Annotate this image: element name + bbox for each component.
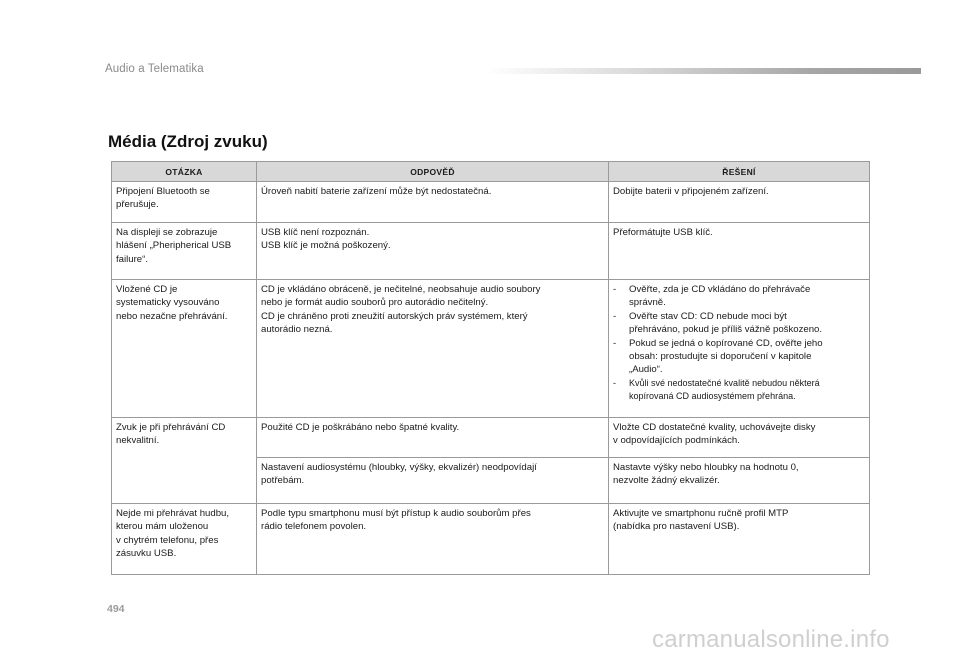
cell-text: Zvuk je při přehrávání CD (116, 422, 226, 433)
cell-text: přerušuje. (116, 199, 159, 211)
question-cell (112, 418, 257, 504)
cell-text: hlášení „Pheripherical USB (116, 240, 232, 252)
cell-text: obsah: prostudujte si doporučení v kapitole (629, 351, 812, 363)
table-header-row (112, 162, 870, 182)
cell-text: CD je chráněno proti zneužití autorských práv systémem, který (261, 310, 528, 322)
cell-text: nebo nezačne přehrávání. (116, 310, 228, 322)
question-cell (112, 223, 257, 280)
cell-text: nebo je formát audio souborů pro autorádio nečitelný. (261, 297, 489, 309)
page-title: Média (Zdroj zvuku) (108, 132, 268, 151)
cell-text: Vložené CD je (116, 284, 178, 295)
list-dash: - (613, 337, 617, 349)
solution-cell (609, 223, 870, 280)
question-cell (112, 280, 257, 418)
cell-text: Aktivujte ve smartphonu ručně profil MTP (613, 508, 789, 519)
solution-list-item (613, 337, 865, 377)
column-header-answer: ODPOVĚĎ (257, 162, 609, 182)
cell-text: rádio telefonem povolen. (261, 521, 367, 533)
answer-cell (257, 280, 609, 418)
cell-text: Ověřte stav CD: CD nebude moci být (629, 310, 787, 322)
table-row (112, 504, 870, 575)
header-title: Audio a Telematika (105, 63, 204, 75)
cell-text: zásuvku USB. (116, 548, 177, 560)
cell-text: v odpovídajících podmínkách. (613, 435, 740, 447)
header-decorative-bar (485, 68, 921, 74)
troubleshooting-table (111, 161, 870, 575)
table-row (112, 418, 870, 458)
solution-cell (609, 504, 870, 575)
cell-text: „Audio“. (629, 364, 663, 376)
column-header-solution: ŘEŠENÍ (609, 162, 870, 182)
cell-text: USB klíč je možná poškozený. (261, 240, 391, 252)
cell-text: Vložte CD dostatečné kvality, uchovávejte disky (613, 422, 816, 433)
cell-text: nezvolte žádný ekvalizér. (613, 475, 720, 487)
cell-text: kopírovaná CD audiosystémem přehrána. (629, 391, 796, 402)
solution-list-item (613, 310, 865, 337)
answer-cell (257, 223, 609, 280)
table-row (112, 280, 870, 418)
list-dash: - (613, 377, 616, 388)
cell-text: přehráváno, pokud je příliš vážně poškozeno. (629, 324, 823, 336)
cell-text: Použité CD je poškrábáno nebo špatné kvality. (261, 422, 460, 433)
table-row (112, 223, 870, 280)
cell-text: nekvalitní. (116, 435, 160, 447)
cell-text: (nabídka pro nastavení USB). (613, 521, 740, 533)
table-row (112, 182, 870, 223)
solution-cell (609, 280, 870, 418)
cell-text: failure“. (116, 253, 148, 265)
cell-text: Podle typu smartphonu musí být přístup k audio souborům přes (261, 508, 531, 519)
cell-text: Nejde mi přehrávat hudbu, (116, 508, 230, 519)
cell-text: USB klíč není rozpoznán. (261, 227, 370, 238)
cell-text: systematicky vysouváno (116, 297, 220, 309)
cell-text: Přeformátujte USB klíč. (613, 227, 713, 238)
answer-cell (257, 182, 609, 223)
list-dash: - (613, 284, 617, 295)
cell-text: Nastavení audiosystému (hloubky, výšky, ekvalizér) neodpovídají (261, 462, 537, 473)
solution-cell (609, 418, 870, 458)
cell-text: autorádio nezná. (261, 324, 333, 336)
cell-text: Dobijte baterii v připojeném zařízení. (613, 186, 769, 197)
cell-text: CD je vkládáno obráceně, je nečitelné, neobsahuje audio soubory (261, 284, 541, 295)
page-number: 494 (107, 603, 125, 615)
column-header-question: OTÁZKA (112, 162, 257, 182)
solution-cell (609, 182, 870, 223)
cell-text: správně. (629, 297, 666, 309)
list-dash: - (613, 310, 617, 322)
solution-cell (609, 458, 870, 504)
watermark: carmanualsonline.info (652, 626, 890, 653)
cell-text: kterou mám uloženou (116, 521, 209, 533)
cell-text: Připojení Bluetooth se (116, 186, 210, 197)
solution-list-item (613, 377, 865, 404)
answer-cell (257, 458, 609, 504)
cell-text: Na displeji se zobrazuje (116, 227, 218, 238)
cell-text: Ověřte, zda je CD vkládáno do přehrávače (629, 284, 811, 295)
cell-text: Nastavte výšky nebo hloubky na hodnotu 0, (613, 462, 799, 473)
cell-text: v chytrém telefonu, přes (116, 534, 219, 546)
question-cell (112, 182, 257, 223)
cell-text: Úroveň nabití baterie zařízení může být nedostatečná. (261, 186, 492, 197)
answer-cell (257, 504, 609, 575)
answer-cell (257, 418, 609, 458)
solution-list-item (613, 283, 865, 310)
cell-text: Pokud se jedná o kopírované CD, ověřte jeho (629, 337, 823, 349)
question-cell (112, 504, 257, 575)
cell-text: potřebám. (261, 475, 305, 487)
cell-text: Kvůli své nedostatečné kvalitě nebudou některá (629, 377, 820, 388)
